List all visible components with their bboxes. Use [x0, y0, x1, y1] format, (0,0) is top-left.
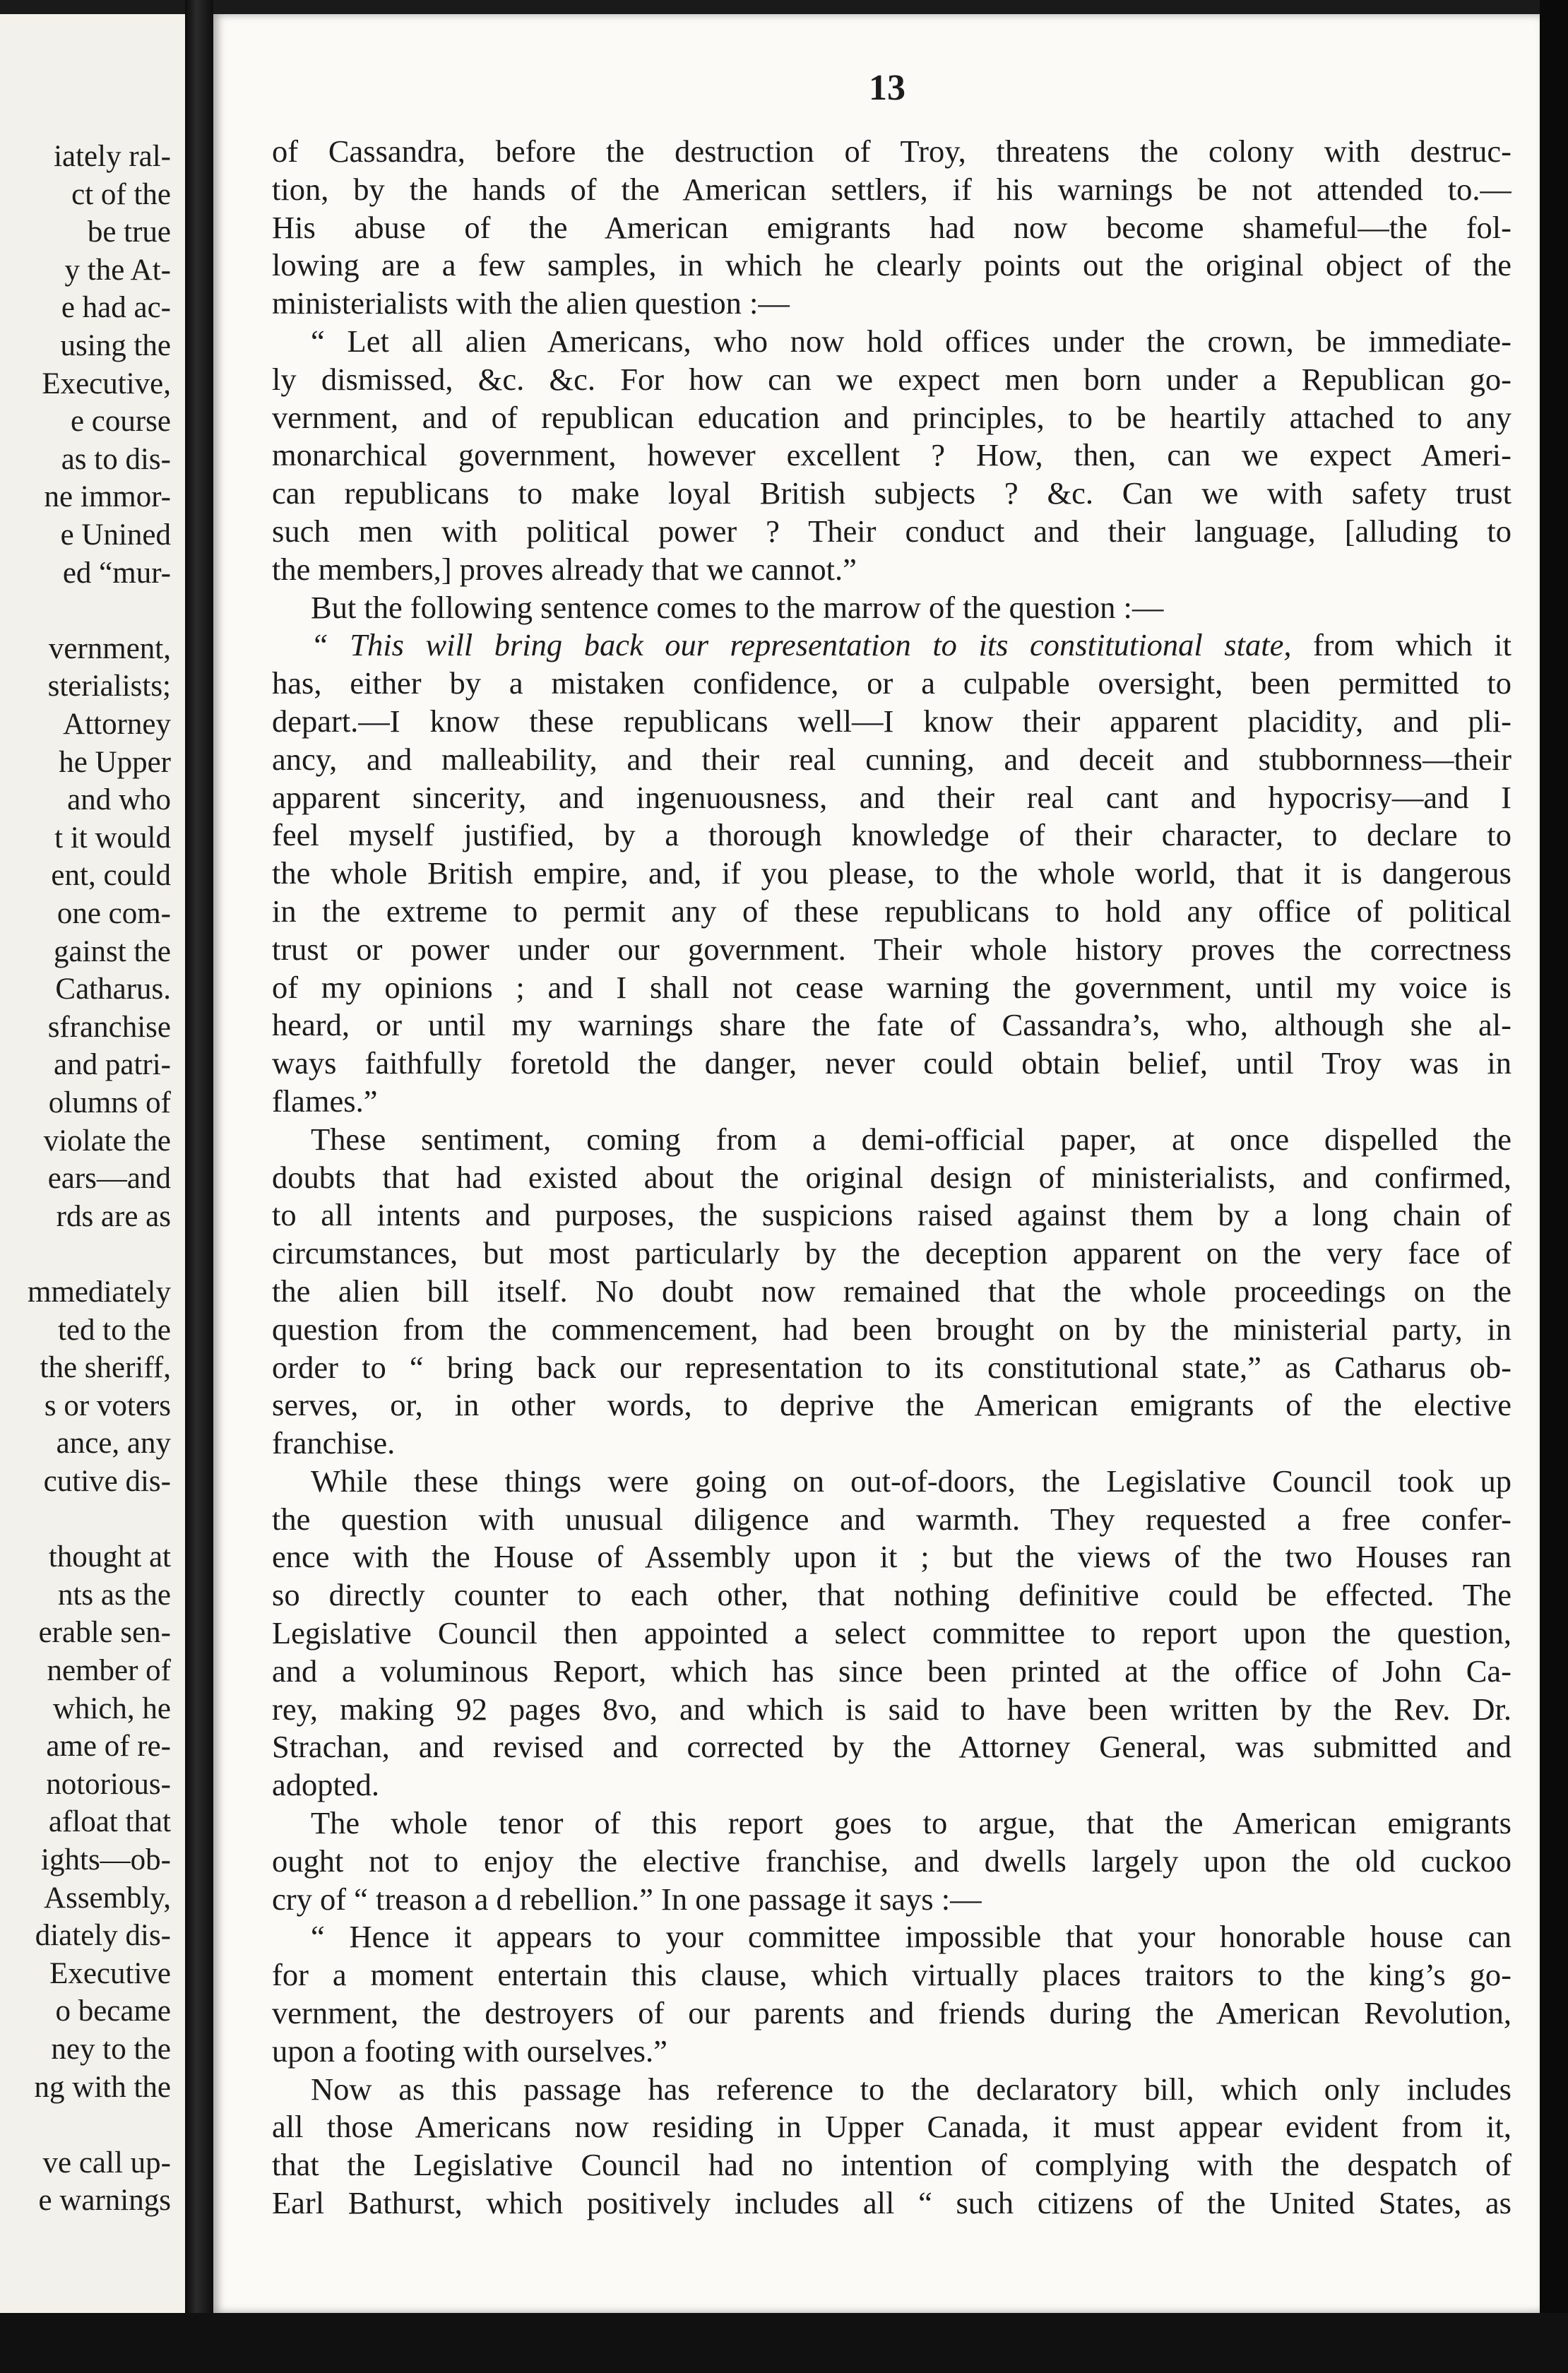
text-line: But the following sentence comes to the marrow of the question :—: [311, 589, 1164, 625]
left-page-line: Assembly,: [44, 1881, 171, 1915]
text-line: “ This will bring back our representation to its constitutional state, from which it: [311, 627, 1511, 663]
text-line: depart.—I know these republicans well—I know their apparent placidity, and pli-: [272, 703, 1511, 739]
left-page-line: Executive,: [42, 367, 171, 400]
italic-phrase: “ This will bring back our representation to its constitutional state,: [311, 627, 1292, 663]
text-line: “ Hence it appears to your committee impossible that your honorable house can: [311, 1919, 1511, 1955]
left-page-line: s or voters: [44, 1388, 171, 1422]
text-line: apparent sincerity, and ingenuousness, and their real cant and hypocrisy—and I: [272, 779, 1511, 815]
left-page-line: the sheriff,: [40, 1351, 171, 1385]
text-line: ways faithfully foretold the danger, never could obtain belief, until Troy was in: [272, 1045, 1511, 1081]
left-page-line: iately ral-: [54, 140, 171, 173]
text-line: the alien bill itself. No doubt now remained that the whole proceedings on the: [272, 1273, 1511, 1309]
text-line: franchise.: [272, 1425, 396, 1461]
left-page-line: one com-: [57, 897, 171, 930]
left-page-line: ance, any: [56, 1427, 171, 1461]
text-line: lowing are a few samples, in which he clearly points out the original object of the: [272, 247, 1511, 283]
text-line: question from the commencement, had been brought on by the ministerial party, in: [272, 1311, 1511, 1347]
left-page-line: diately dis-: [35, 1919, 171, 1953]
left-page-line: y the At-: [64, 253, 171, 287]
text-line: Now as this passage has reference to the declaratory bill, which only includes: [311, 2071, 1511, 2107]
left-page-line: ney to the: [51, 2033, 171, 2066]
left-page-line: cutive dis-: [43, 1465, 171, 1498]
text-line: Earl Bathurst, which positively includes all “ such citizens of the United States, as: [272, 2185, 1511, 2221]
text-line: vernment, the destroyers of our parents and friends during the American Revolution,: [272, 1995, 1511, 2031]
text-line: serves, or, in other words, to deprive the American emigrants of the elective: [272, 1387, 1511, 1423]
right-page-edge: [1540, 0, 1568, 2373]
text-line: of Cassandra, before the destruction of Troy, threatens the colony with destruc-: [272, 133, 1511, 169]
left-page-line: e warnings: [38, 2184, 171, 2218]
left-page-line: ights—ob-: [41, 1843, 171, 1877]
left-page-line: ng with the: [34, 2070, 171, 2104]
left-page-line: nts as the: [57, 1578, 171, 1612]
left-page-line: notorious-: [46, 1767, 171, 1801]
left-page-line: using the: [60, 329, 171, 362]
page-number: 13: [869, 68, 905, 108]
left-page-line: sfranchise: [47, 1010, 171, 1044]
left-page-line: Catharus.: [55, 973, 171, 1006]
text-line: ence with the House of Assembly upon it ; but the views of the two Houses ran: [272, 1539, 1511, 1575]
left-page-line: mmediately: [28, 1275, 171, 1309]
left-page-line: olumns of: [48, 1086, 171, 1119]
text-line: for a moment entertain this clause, which virtually places traitors to the king’s go-: [272, 1957, 1511, 1993]
text-line: adopted.: [272, 1767, 379, 1803]
left-page-line: be true: [87, 215, 171, 249]
text-line: These sentiment, coming from a demi-official paper, at once dispelled the: [311, 1121, 1511, 1157]
left-page-line: ent, could: [51, 859, 171, 893]
text-line: cry of “ treason a d rebellion.” In one passage it says :—: [272, 1881, 982, 1917]
text-line: and a voluminous Report, which has since been printed at the office of John Ca-: [272, 1653, 1511, 1689]
left-page-line: e had ac-: [61, 291, 171, 325]
text-line: Strachan, and revised and corrected by the Attorney General, was submitted and: [272, 1729, 1511, 1765]
left-page-line: t it would: [54, 821, 171, 855]
text-line: tion, by the hands of the American settlers, if his warnings be not attended to.—: [272, 171, 1511, 207]
left-page-line: and who: [67, 783, 171, 817]
left-page-line: thought at: [48, 1540, 171, 1574]
text-line: rey, making 92 pages 8vo, and which is said to have been written by the Rev. Dr.: [272, 1691, 1511, 1727]
left-page-line: ve call up-: [42, 2146, 171, 2179]
text-line: of my opinions ; and I shall not cease warning the government, until my voice is: [272, 969, 1511, 1005]
text-line: monarchical government, however excellent ? How, then, can we expect Ameri-: [272, 437, 1511, 473]
text-line: all those Americans now residing in Upper Canada, it must appear evident from it,: [272, 2109, 1511, 2145]
left-page-line: ne immor-: [44, 480, 171, 514]
left-page-line: which, he: [52, 1691, 171, 1725]
left-page-line: e Unined: [60, 518, 171, 552]
text-line: Legislative Council then appointed a select committee to report upon the question,: [272, 1615, 1511, 1651]
text-line: His abuse of the American emigrants had now become shameful—the fol-: [272, 209, 1511, 245]
text-line: can republicans to make loyal British subjects ? &c. Can we with safety trust: [272, 475, 1511, 511]
text-line: the members,] proves already that we cannot.”: [272, 551, 857, 587]
left-page-line: e course: [70, 405, 171, 439]
book-gutter: [185, 0, 213, 2373]
text-line: has, either by a mistaken confidence, or a culpable oversight, been permitted to: [272, 665, 1511, 701]
text-line: circumstances, but most particularly by the deception apparent on the very face of: [272, 1235, 1511, 1271]
left-page-line: Executive: [49, 1956, 171, 1990]
text-line: order to “ bring back our representation to its constitutional state,” as Catharus ob-: [272, 1349, 1511, 1385]
left-page-line: erable sen-: [38, 1616, 171, 1650]
left-page-line: afloat that: [48, 1805, 171, 1839]
text-line: upon a footing with ourselves.”: [272, 2033, 667, 2069]
left-page-line: nember of: [47, 1654, 171, 1687]
left-page-line: sterialists;: [47, 670, 171, 703]
text-line: The whole tenor of this report goes to argue, that the American emigrants: [311, 1805, 1511, 1841]
left-page-line: rds are as: [56, 1199, 171, 1233]
left-page-line: ted to the: [57, 1313, 171, 1347]
text-line: While these things were going on out-of-doors, the Legislative Council took up: [311, 1463, 1511, 1499]
text-line: in the extreme to permit any of these republicans to hold any office of political: [272, 893, 1511, 929]
text-line: ministerialists with the alien question :—: [272, 285, 790, 321]
text-line: doubts that had existed about the original design of ministerialists, and confirmed,: [272, 1159, 1511, 1195]
text-line: trust or power under our government. Their whole history proves the correctness: [272, 931, 1511, 967]
text-line: so directly counter to each other, that nothing definitive could be effected. The: [272, 1577, 1511, 1613]
left-page-line: as to dis-: [61, 442, 171, 476]
text-line: ly dismissed, &c. &c. For how can we expect men born under a Republican go-: [272, 361, 1511, 397]
text-line: the whole British empire, and, if you please, to the whole world, that it is dangerous: [272, 855, 1511, 891]
text-line: the question with unusual diligence and warmth. They requested a free confer-: [272, 1501, 1511, 1537]
text-line: such men with political power ? Their conduct and their language, [alluding to: [272, 513, 1511, 549]
left-page-line: and patri-: [54, 1048, 171, 1082]
text-line: that the Legislative Council had no intention of complying with the despatch of: [272, 2147, 1511, 2183]
left-page-line: vernment,: [48, 631, 171, 665]
text-line: ought not to enjoy the elective franchise, and dwells largely upon the old cuckoo: [272, 1843, 1511, 1879]
left-page-line: he Upper: [59, 745, 171, 779]
body-text: [272, 133, 1511, 2223]
text-line: “ Let all alien Americans, who now hold offices under the crown, be immediate-: [311, 323, 1511, 359]
left-page-line: Attorney: [63, 708, 171, 741]
text-line: flames.”: [272, 1083, 378, 1119]
left-page-line: ame of re-: [46, 1730, 171, 1764]
left-page-line: gainst the: [54, 934, 171, 968]
bottom-page-edge: [0, 2313, 1568, 2373]
text-line: ancy, and malleability, and their real cunning, and deceit and stubbornness—their: [272, 741, 1511, 777]
left-page-line: o became: [55, 1994, 171, 2028]
text-line: vernment, and of republican education and principles, to be heartily attached to any: [272, 399, 1511, 435]
left-page-line: ears—and: [47, 1162, 171, 1196]
text-line: feel myself justified, by a thorough knowledge of their character, to declare to: [272, 817, 1511, 853]
left-page-line: ct of the: [71, 177, 171, 211]
text-line: to all intents and purposes, the suspicions raised against them by a long chain of: [272, 1197, 1511, 1233]
text-line: heard, or until my warnings share the fate of Cassandra’s, who, although she al-: [272, 1007, 1511, 1043]
left-page-line: violate the: [43, 1124, 171, 1158]
left-facing-page: [0, 14, 185, 2313]
left-page-line: ed “mur-: [62, 556, 171, 590]
